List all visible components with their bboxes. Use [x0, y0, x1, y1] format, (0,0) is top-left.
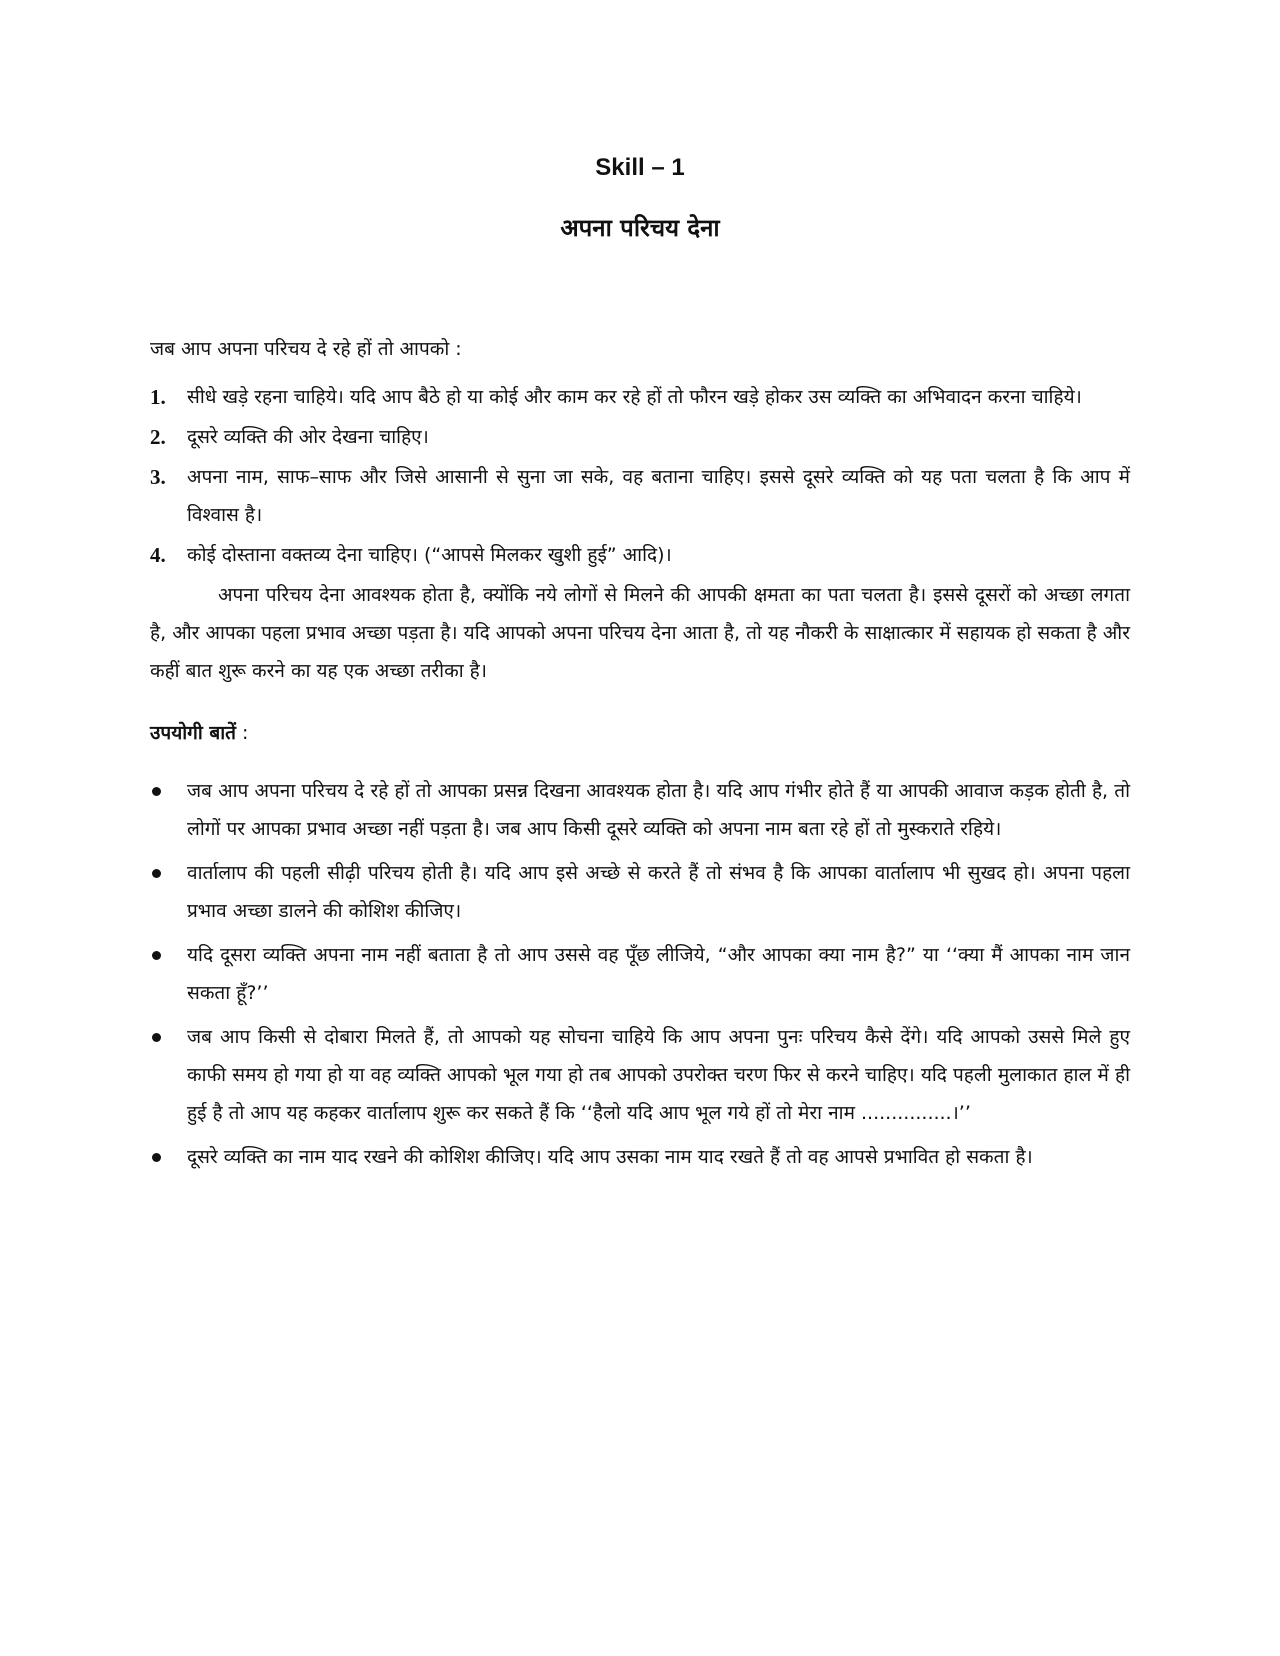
item-number: 1.: [150, 385, 166, 409]
item-text: सीधे खड़े रहना चाहिये। यदि आप बैठे हो या कोई और काम कर रहे हों तो फौरन खड़े होकर उस व्यक्ति का अभिवादन करना चाहिये।: [187, 386, 1082, 408]
bullet-text: वार्तालाप की पहली सीढ़ी परिचय होती है। यदि आप इसे अच्छे से करते हैं तो संभव है कि आपका वार्तालाप भी सुखद हो। अपना पहला प्रभाव अच्छा डालने की कोशिश कीजिए।: [187, 862, 1130, 922]
item-number: 3.: [150, 465, 166, 489]
list-item: [150, 378, 1130, 416]
numbered-list: [150, 378, 1130, 574]
document-subtitle: अपना परिचय देना: [560, 214, 720, 242]
bullet-icon: [150, 1138, 187, 1176]
list-item: [150, 1018, 1130, 1132]
tips-heading-colon: :: [235, 722, 249, 744]
item-number: 4.: [150, 543, 166, 567]
list-item: [150, 418, 1130, 456]
list-item: [150, 854, 1130, 930]
list-item: [150, 1138, 1130, 1176]
bullet-icon: [150, 772, 187, 848]
item-text: दूसरे व्यक्ति की ओर देखना चाहिए।: [187, 426, 429, 448]
tips-heading-label: उपयोगी बातें: [150, 722, 236, 744]
intro-text: जब आप अपना परिचय दे रहे हों तो आपको :: [150, 338, 462, 360]
document-title: Skill – 1: [595, 154, 685, 181]
bullet-text: जब आप अपना परिचय दे रहे हों तो आपका प्रसन्न दिखना आवश्यक होता है। यदि आप गंभीर होते हैं या आपकी आवाज कड़क होती है, तो लोगों पर आपका प्रभाव अच्छा नहीं पड़ता है। जब आप किसी दूसरे व्यक्ति को अपना नाम बता रहे हों तो मुस्कराते रहिये।: [187, 780, 1130, 840]
tips-list: [150, 772, 1130, 1176]
bullet-text: दूसरे व्यक्ति का नाम याद रखने की कोशिश कीजिए। यदि आप उसका नाम याद रखते हैं तो वह आपसे प्रभावित हो सकता है।: [187, 1146, 1033, 1168]
list-item: [150, 936, 1130, 1012]
bullet-text: जब आप किसी से दोबारा मिलते हैं, तो आपको यह सोचना चाहिये कि आप अपना पुनः परिचय कैसे देंगे। यदि आपको उससे मिले हुए काफी समय हो गया हो या वह व्यक्ति आपको भूल गया हो तब आपको उपरोक्त चरण फिर से करने चाहिए। यदि पहली मुलाकात हाल में ही हुई है तो आप यह कहकर वार्तालाप शुरू कर सकते हैं कि ‘‘हैलो यदि आप भूल गये हों तो मेरा नाम ...............।’’: [187, 1026, 1130, 1124]
list-item: [150, 772, 1130, 848]
item-text: अपना नाम, साफ–साफ और जिसे आसानी से सुना जा सके, वह बताना चाहिए। इससे दूसरे व्यक्ति को यह पता चलता है कि आप में विश्वास है।: [187, 466, 1130, 526]
list-item: [150, 536, 1130, 574]
item-text: कोई दोस्ताना वक्तव्य देना चाहिए। (“आपसे मिलकर खुशी हुई” आदि)।: [187, 544, 672, 566]
bullet-text: यदि दूसरा व्यक्ति अपना नाम नहीं बताता है तो आप उससे वह पूँछ लीजिये, “और आपका क्या नाम है?” या ‘‘क्या मैं आपका नाम जान सकता हूँ?’’: [187, 944, 1130, 1004]
tips-heading: [150, 714, 1130, 752]
document-body: [150, 330, 1130, 1182]
bullet-icon: [150, 1018, 187, 1132]
list-item: [150, 458, 1130, 534]
bullet-icon: [150, 854, 187, 930]
item-number: 2.: [150, 425, 166, 449]
bullet-icon: [150, 936, 187, 1012]
body-paragraph: अपना परिचय देना आवश्यक होता है, क्योंकि नये लोगों से मिलने की आपकी क्षमता का पता चलता है। इससे दूसरों को अच्छा लगता है, और आपका पहला प्रभाव अच्छा पड़ता है। यदि आपको अपना परिचय देना आता है, तो यह नौकरी के साक्षात्कार में सहायक हो सकता है और कहीं बात शुरू करने का यह एक अच्छा तरीका है।: [150, 584, 1130, 682]
